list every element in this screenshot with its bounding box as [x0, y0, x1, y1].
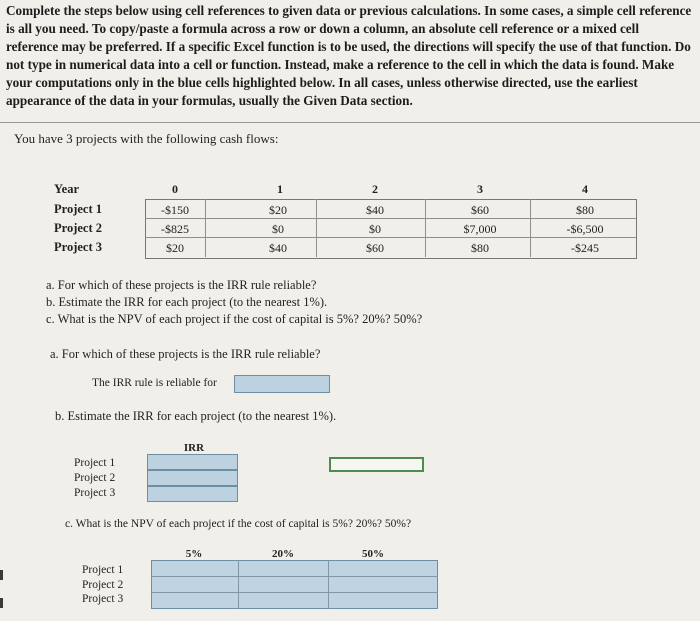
cashflow-value: $7,000 — [463, 222, 497, 236]
screen-edge-mark — [0, 570, 3, 580]
irr-column-header: IRR — [183, 442, 205, 454]
cashflow-value: $40 — [366, 203, 384, 217]
grid-line — [425, 199, 426, 257]
question-c: c. What is the NPV of each project if the cost of capital is 5%? 20%? 50%? — [46, 312, 423, 326]
irr-reliable-input[interactable] — [234, 375, 330, 393]
npv-column-header: 50% — [362, 548, 384, 560]
project-label: Project 1 — [54, 202, 103, 216]
grid-line — [205, 199, 206, 257]
section-a-question: a. For which of these projects is the IRR rule reliable? — [50, 347, 321, 361]
screen-edge-mark — [0, 598, 3, 608]
npv-column-header: 20% — [272, 548, 294, 560]
cashflow-value: -$825 — [161, 222, 189, 236]
cashflow-value: -$150 — [161, 203, 189, 217]
cashflow-value: $60 — [366, 241, 384, 255]
grid-line — [530, 199, 531, 257]
grid-line — [145, 237, 636, 238]
npv-input-p1-20[interactable] — [239, 560, 328, 576]
instructions-text: Complete the steps below using cell references to given data or previous calculations. In some cases, a simple cell reference is all you need. To copy/paste a formula across a row or down a column, an absolute cell reference or a mixed cell reference may be preferred. If a specific Excel function is to be used, the directions will specify the use of that function. Do not type in numerical data into a cell or function. Instead, make a reference to the cell in which the data is found. Make your computations only in the blue cells highlighted below. In all cases, unless otherwise directed, use the earliest appearance of the data in your formulas, usually the Given Data section. — [6, 3, 692, 108]
irr-row-label: Project 2 — [74, 472, 116, 484]
npv-input-p3-5[interactable] — [151, 593, 238, 609]
cashflow-value: $40 — [269, 241, 287, 255]
year-header: 1 — [277, 182, 283, 196]
cashflow-value: $60 — [471, 203, 489, 217]
npv-input-p2-5[interactable] — [151, 577, 238, 592]
irr-input-project-2[interactable] — [147, 470, 238, 486]
selected-cell[interactable] — [329, 457, 424, 472]
project-label: Project 3 — [54, 240, 103, 254]
npv-input-p1-50[interactable] — [329, 560, 438, 576]
year-header: 2 — [372, 182, 378, 196]
cashflow-value: $20 — [269, 203, 287, 217]
npv-input-p1-5[interactable] — [151, 560, 238, 576]
intro-text: You have 3 projects with the following cash flows: — [14, 131, 279, 146]
cashflow-value: $0 — [272, 222, 284, 236]
grid-line — [316, 199, 317, 257]
grid-line — [145, 218, 636, 219]
irr-input-project-3[interactable] — [147, 486, 238, 502]
cashflow-value: $80 — [471, 241, 489, 255]
npv-column-header: 5% — [185, 548, 203, 560]
cashflow-value: -$6,500 — [566, 222, 604, 236]
year-header: 0 — [172, 182, 178, 196]
cashflow-value: -$245 — [571, 241, 599, 255]
npv-input-p3-50[interactable] — [329, 593, 438, 609]
irr-input-project-1[interactable] — [147, 454, 238, 470]
npv-row-label: Project 1 — [82, 564, 124, 576]
year-header: 3 — [477, 182, 483, 196]
npv-row-label: Project 2 — [82, 579, 124, 591]
section-c-question: c. What is the NPV of each project if the cost of capital is 5%? 20%? 50%? — [65, 518, 412, 530]
question-a: a. For which of these projects is the IRR rule reliable? — [46, 278, 317, 292]
divider — [0, 122, 700, 123]
npv-input-p2-50[interactable] — [329, 577, 438, 592]
irr-row-label: Project 3 — [74, 487, 116, 499]
npv-row-label: Project 3 — [82, 593, 124, 605]
section-b-question: b. Estimate the IRR for each project (to the nearest 1%). — [55, 409, 337, 423]
cashflow-value: $20 — [166, 241, 184, 255]
npv-input-p3-20[interactable] — [239, 593, 328, 609]
year-label: Year — [54, 182, 79, 196]
irr-row-label: Project 1 — [74, 457, 116, 469]
year-header: 4 — [582, 182, 588, 196]
question-b: b. Estimate the IRR for each project (to the nearest 1%). — [46, 295, 328, 309]
cashflow-value: $0 — [369, 222, 381, 236]
irr-reliable-label: The IRR rule is reliable for — [92, 377, 217, 389]
cashflow-value: $80 — [576, 203, 594, 217]
npv-input-p2-20[interactable] — [239, 577, 328, 592]
project-label: Project 2 — [54, 221, 103, 235]
